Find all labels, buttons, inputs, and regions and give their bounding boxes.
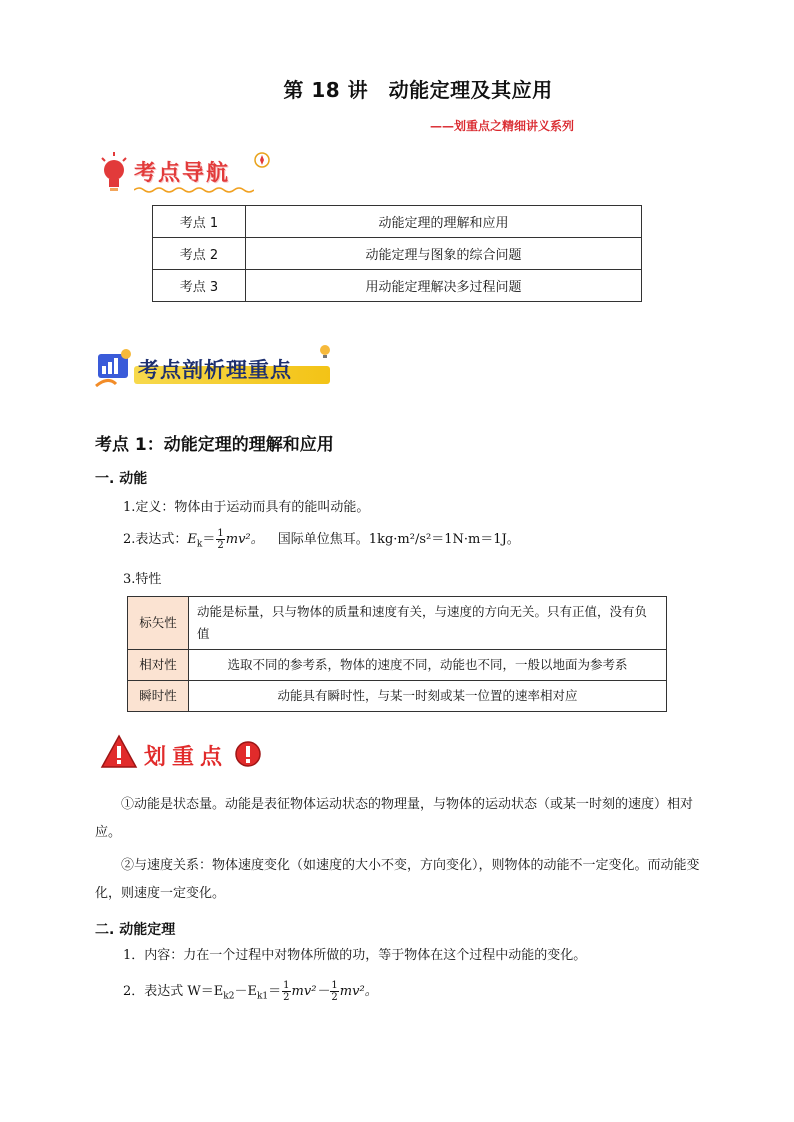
chart-board-icon bbox=[94, 346, 134, 390]
key-point-paragraph: ①动能是状态量。动能是表征物体运动状态的物理量，与物体的运动状态（或某一时刻的速度）相对应。 bbox=[95, 797, 694, 840]
table-row bbox=[153, 238, 642, 270]
properties-table bbox=[127, 596, 667, 712]
fraction-denominator: 2 bbox=[331, 992, 338, 1003]
formula-prefix: 2．表达式 W＝E bbox=[123, 984, 224, 999]
table-cell: 考点 1 bbox=[153, 206, 246, 238]
table-cell-label: 瞬时性 bbox=[128, 681, 189, 712]
formula-term: mv²－ bbox=[291, 984, 330, 999]
formula-term: mv²。 bbox=[339, 984, 378, 999]
key-points-banner-label: 划重点 bbox=[144, 745, 229, 770]
subsection-heading: 二. 动能定理 bbox=[95, 922, 176, 938]
table-row bbox=[153, 270, 642, 302]
table-row bbox=[128, 681, 667, 712]
fraction bbox=[216, 528, 224, 551]
unit-text: 国际单位焦耳。1kg·m²/s²＝1N·m＝1J。 bbox=[277, 532, 520, 547]
page-title: 第 18 讲 动能定理及其应用 bbox=[283, 78, 553, 102]
formula-equals: ＝ bbox=[268, 984, 282, 999]
exclamation-icon bbox=[234, 740, 262, 768]
formula-subscript: k1 bbox=[256, 991, 269, 1002]
definition-text: 1.定义：物体由于运动而具有的能叫动能。 bbox=[123, 500, 370, 515]
table-cell: 考点 2 bbox=[153, 238, 246, 270]
key-points-banner bbox=[100, 734, 280, 774]
table-row bbox=[153, 206, 642, 238]
table-cell: 选取不同的参考系，物体的速度不同，动能也不同，一般以地面为参考系 bbox=[189, 650, 667, 681]
compass-icon bbox=[254, 152, 270, 168]
properties-title: 3.特性 bbox=[123, 572, 162, 587]
formula-prefix: 2.表达式： bbox=[123, 532, 188, 547]
fraction bbox=[330, 980, 338, 1003]
fraction-denominator: 2 bbox=[217, 540, 224, 551]
kinetic-energy-formula bbox=[123, 528, 520, 554]
fraction bbox=[282, 980, 290, 1003]
table-cell: 用动能定理解决多过程问题 bbox=[246, 270, 642, 302]
analysis-banner bbox=[94, 342, 334, 394]
content-text: 1．内容：力在一个过程中对物体所做的功，等于物体在这个过程中动能的变化。 bbox=[123, 948, 587, 963]
nav-banner bbox=[96, 150, 276, 198]
warning-icon bbox=[100, 734, 138, 770]
fraction-denominator: 2 bbox=[283, 992, 290, 1003]
wavy-underline bbox=[134, 186, 254, 194]
formula-subscript: k bbox=[196, 539, 203, 550]
key-point-paragraph: ②与速度关系：物体速度变化（如速度的大小不变，方向变化），则物体的动能不一定变化。而动能变化，则速度一定变化。 bbox=[95, 858, 700, 901]
analysis-banner-label: 考点剖析理重点 bbox=[138, 358, 292, 382]
formula-minus: －E bbox=[234, 984, 257, 999]
formula-equals: ＝ bbox=[202, 532, 216, 547]
theorem-formula bbox=[123, 980, 378, 1006]
page-subtitle: ——划重点之精细讲义系列 bbox=[429, 119, 574, 133]
table-cell-label: 相对性 bbox=[128, 650, 189, 681]
table-row bbox=[128, 597, 667, 650]
nav-table bbox=[152, 205, 642, 302]
formula-symbol: E bbox=[187, 532, 197, 547]
table-cell: 考点 3 bbox=[153, 270, 246, 302]
table-cell-label: 标矢性 bbox=[128, 597, 189, 650]
table-row bbox=[128, 650, 667, 681]
nav-banner-label: 考点导航 bbox=[134, 161, 231, 186]
table-cell: 动能是标量，只与物体的质量和速度有关，与速度的方向无关。只有正值，没有负值 bbox=[189, 597, 667, 650]
formula-subscript: k2 bbox=[223, 991, 235, 1002]
fraction-numerator: 1 bbox=[217, 528, 224, 539]
lightbulb-icon bbox=[316, 342, 334, 360]
section-heading: 考点 1：动能定理的理解和应用 bbox=[95, 435, 334, 455]
subsection-heading: 一. 动能 bbox=[95, 471, 148, 487]
fraction-numerator: 1 bbox=[283, 980, 290, 991]
table-cell: 动能定理的理解和应用 bbox=[246, 206, 642, 238]
table-cell: 动能定理与图象的综合问题 bbox=[246, 238, 642, 270]
fraction-numerator: 1 bbox=[331, 980, 338, 991]
formula-rhs: mv²。 bbox=[225, 532, 264, 547]
lightbulb-icon bbox=[100, 152, 128, 196]
table-cell: 动能具有瞬时性，与某一时刻或某一位置的速率相对应 bbox=[189, 681, 667, 712]
